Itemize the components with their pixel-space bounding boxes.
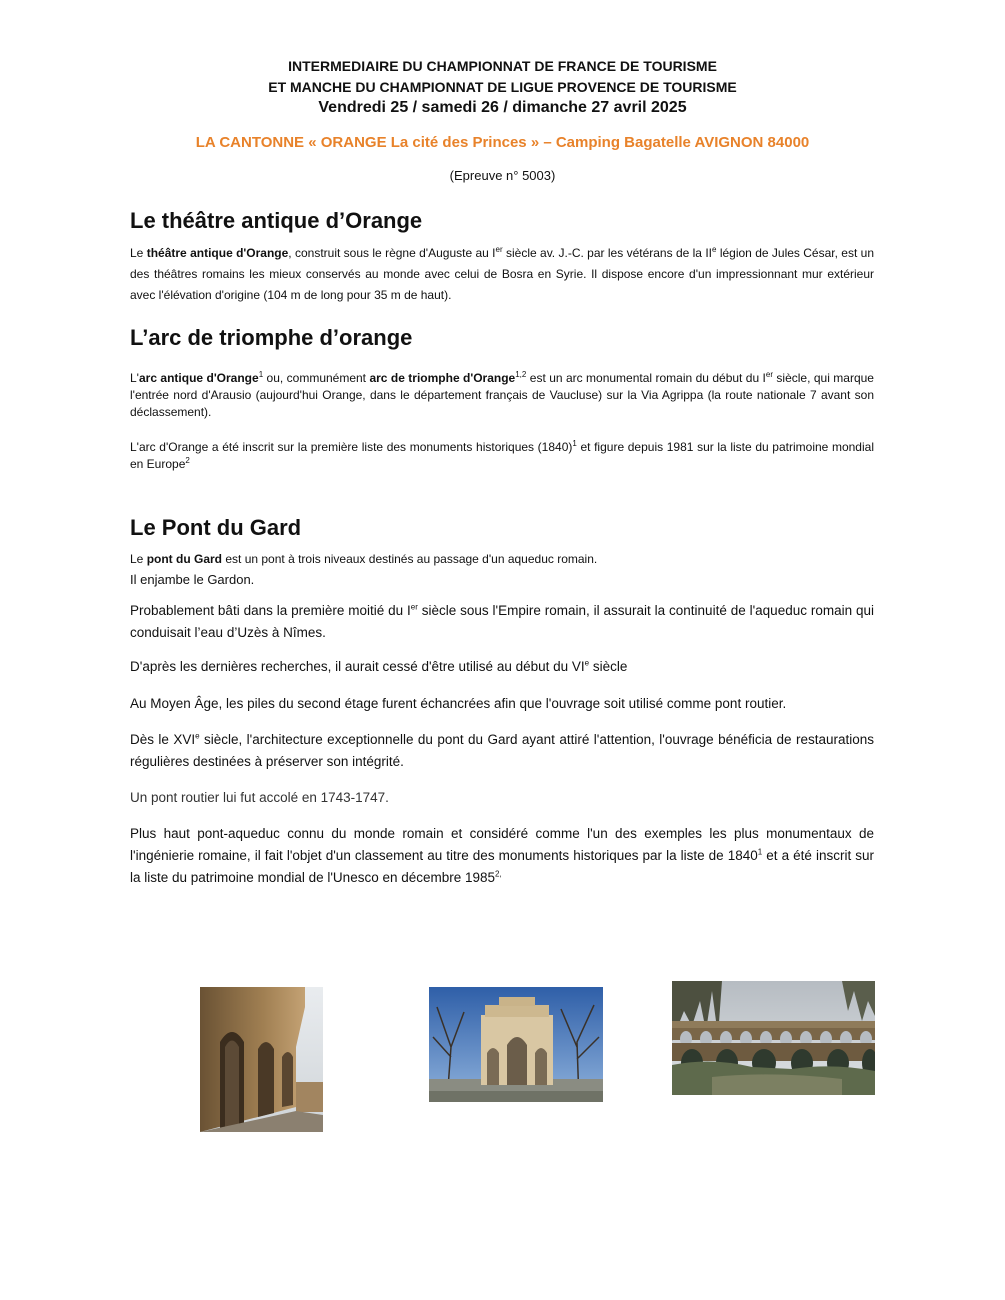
section-title-pont: Le Pont du Gard [130, 515, 302, 540]
photo-theatre [200, 987, 323, 1132]
paragraph-pont-3: D'après les dernières recherches, il aurait cessé d'être utilisé au début du VIe siècle [130, 658, 628, 674]
photo-arc [429, 987, 603, 1102]
paragraph-pont-5: Dès le XVIe siècle, l'architecture exceptionnelle du pont du Gard ayant attiré l'attention, l'ouvrage bénéficia de restaurations régulières destinées à préserver son intégrité. [130, 731, 874, 769]
paragraph-pont-1b: Il enjambe le Gardon. [130, 572, 255, 587]
header-line-1: INTERMEDIAIRE DU CHAMPIONNAT DE FRANCE DE TOURISME [288, 58, 717, 74]
header-dates: Vendredi 25 / samedi 26 / dimanche 27 avril 2025 [318, 99, 687, 116]
event-title: LA CANTONNE « ORANGE La cité des Princes » – Camping Bagatelle AVIGNON 84000 [195, 134, 810, 151]
paragraph-pont-6: Un pont routier lui fut accolé en 1743-1747. [130, 790, 389, 805]
paragraph-pont-2: Probablement bâti dans la première moitié du Ier siècle sous l'Empire romain, il assurait la continuité de l'aqueduc romain qui conduisait l’eau d’Uzès à Nîmes. [130, 602, 874, 640]
paragraph-arc-2: L'arc d'Orange a été inscrit sur la première liste des monuments historiques $(1840)^1$ et figure depuis 1981 sur la liste du patrimoine mondial en Europe$^2$ [130, 439, 874, 471]
paragraph-pont-7: Plus haut pont-aqueduc connu du monde romain et considéré comme l'un des exemples les plus monumentaux de l'ingénierie romaine, il fait l'objet d'un classement au titre des monuments historiques par la liste de 1840$^1$ et a été inscrit sur la liste du patrimoine mondial de l'Unesco en décembre $1985^{2,}$ [130, 826, 874, 885]
header-line-2: ET MANCHE DU CHAMPIONNAT DE LIGUE PROVENCE DE TOURISME [268, 79, 737, 95]
paragraph-arc-1: L'arc antique d'Orange$^1$ ou, communément arc de triomphe d'Orange$^{1,2}$ est un arc monumental romain du début du Ier siècle, qui marque l'entrée nord d'Arausio (aujourd'hui Orange, dans le département français de Vaucluse) sur la Via Agrippa (la route nationale 7 avant son déclassement). [130, 370, 874, 419]
paragraph-pont-4: Au Moyen Âge, les piles du second étage furent échancrées afin que l'ouvrage soit utilisé comme pont routier. [130, 696, 787, 711]
photo-pont-du-gard [672, 981, 875, 1095]
section-title-arc: L’arc de triomphe d’orange [130, 325, 413, 350]
paragraph-pont-1: Le pont du Gard est un pont à trois niveaux destinés au passage d'un aqueduc romain. [130, 552, 598, 566]
section-title-theatre: Le théâtre antique d’Orange [130, 208, 423, 233]
epreuve-number: (Epreuve n° 5003) [449, 168, 556, 183]
paragraph-theatre: Le théâtre antique d'Orange, construit sous le règne d'Auguste au Ier siècle av. J.-C. par les vétérans de la IIe légion de Jules César, est un des théâtres romains les mieux conservés au monde avec celui de Bosra en Syrie. Il dispose encore d'un impressionnant mur extérieur avec l'élévation d'origine (104 m de long pour 35 m de haut). [130, 245, 875, 302]
